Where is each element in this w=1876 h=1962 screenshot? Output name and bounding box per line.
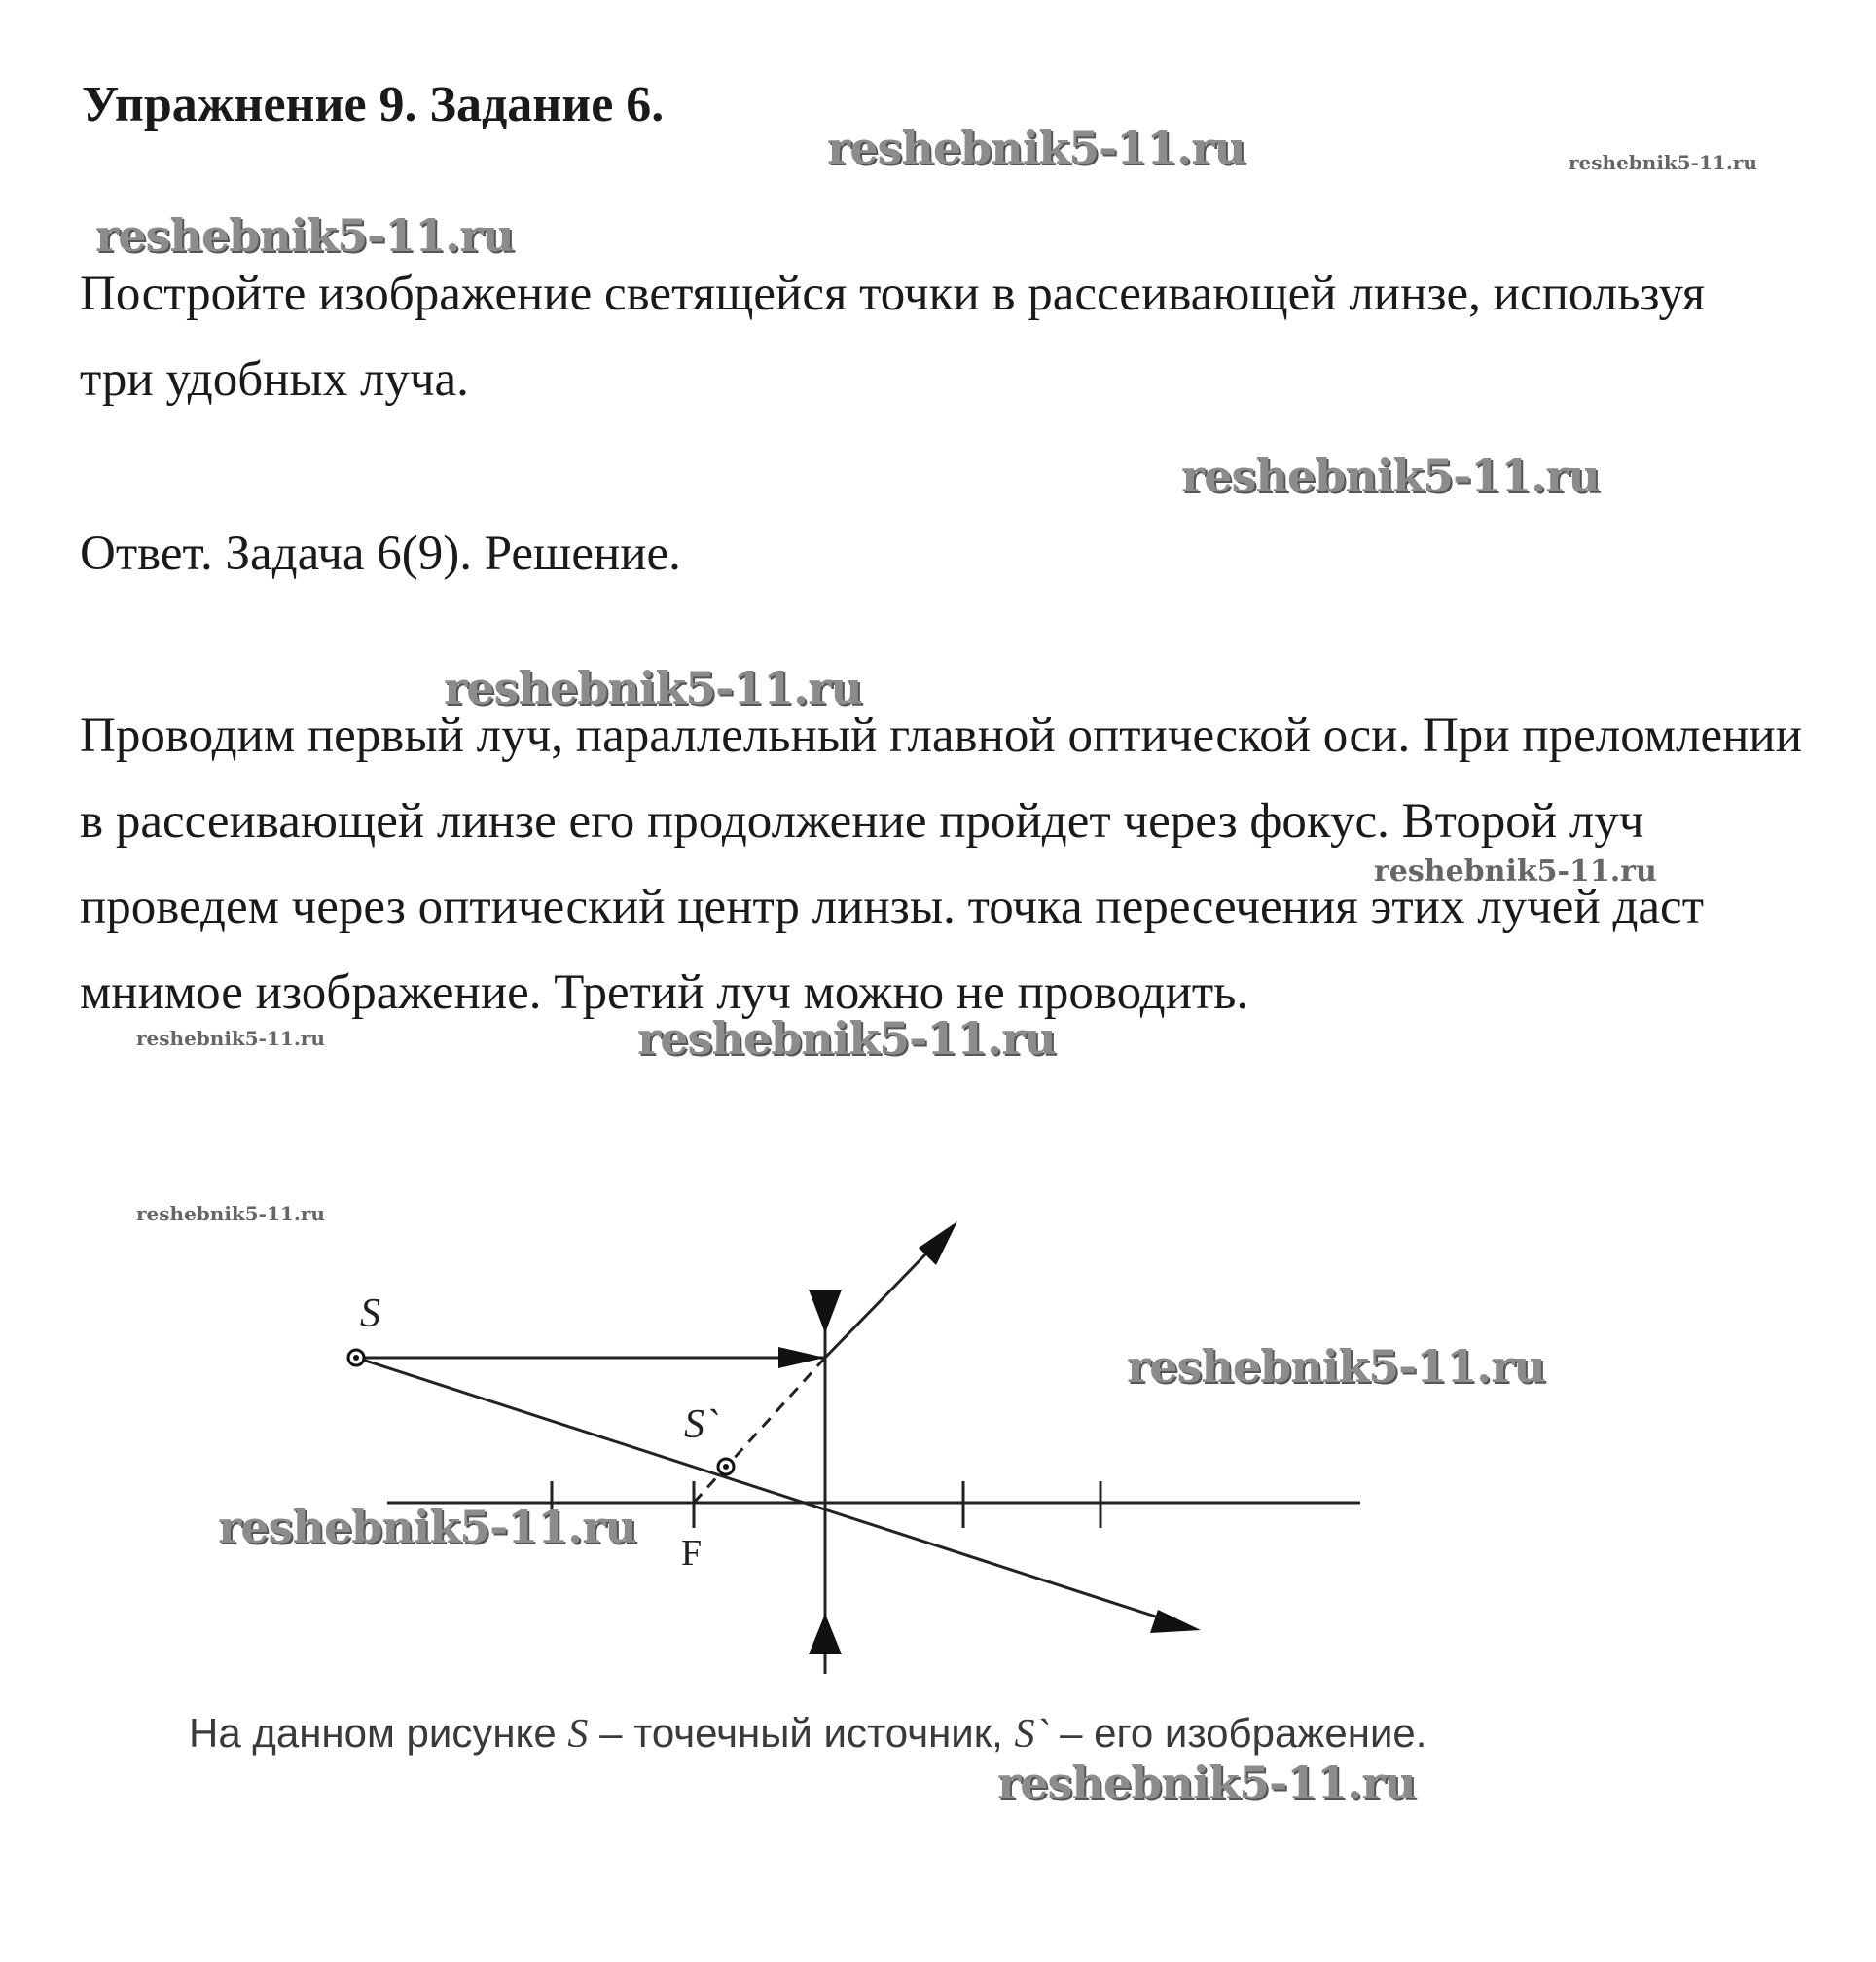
watermark: reshebnik5-11.ru — [827, 122, 1245, 174]
watermark: reshebnik5-11.ru — [95, 209, 514, 262]
ray-center-arrowhead — [1150, 1610, 1201, 1633]
watermark: reshebnik5-11.ru — [1181, 450, 1600, 502]
lens-bottom-arrowhead — [809, 1614, 842, 1654]
watermark: reshebnik5-11.ru — [1127, 1340, 1545, 1393]
watermark-small: reshebnik5-11.ru — [136, 1202, 325, 1225]
figure-caption: На данном рисунке S – точечный источник, S` – его изображение. — [189, 1710, 1427, 1757]
watermark-small: reshebnik5-11.ru — [1569, 151, 1757, 174]
ray-refracted — [825, 1251, 929, 1358]
watermark: reshebnik5-11.ru — [444, 662, 862, 714]
answer-label: Ответ. Задача 6(9). Решение. — [80, 527, 681, 581]
diverging-lens-diagram — [0, 1197, 1876, 1684]
solution-text: Проводим первый луч, параллельный главной оптической оси. При преломлении в рассеивающей линзе его продолжение пройдет через фокус. Второй луч проведем через оптический центр линзы. точка пересечения этих лучей даст мнимое изображение. Третий луч можно не проводить. — [80, 708, 1802, 1020]
task-text: Постройте изображение светящейся точки в рассеивающей линзе, используя три удобных луча. — [80, 267, 1706, 407]
lens-top-arrowhead — [809, 1290, 842, 1333]
watermark: reshebnik5-11.ru — [218, 1501, 636, 1553]
watermark: reshebnik5-11.ru — [997, 1757, 1416, 1809]
ray-refracted-arrowhead — [919, 1221, 957, 1265]
source-label: S — [360, 1291, 380, 1336]
watermark-small: reshebnik5-11.ru — [1374, 854, 1657, 889]
watermark-small: reshebnik5-11.ru — [136, 1027, 325, 1050]
image-point — [718, 1459, 734, 1474]
image-label: S` — [684, 1402, 718, 1447]
watermark: reshebnik5-11.ru — [637, 1012, 1056, 1065]
ray-through-center — [356, 1358, 1168, 1620]
source-point — [348, 1350, 364, 1365]
page-title: Упражнение 9. Задание 6. — [82, 77, 665, 132]
focus-label: F — [681, 1533, 703, 1574]
